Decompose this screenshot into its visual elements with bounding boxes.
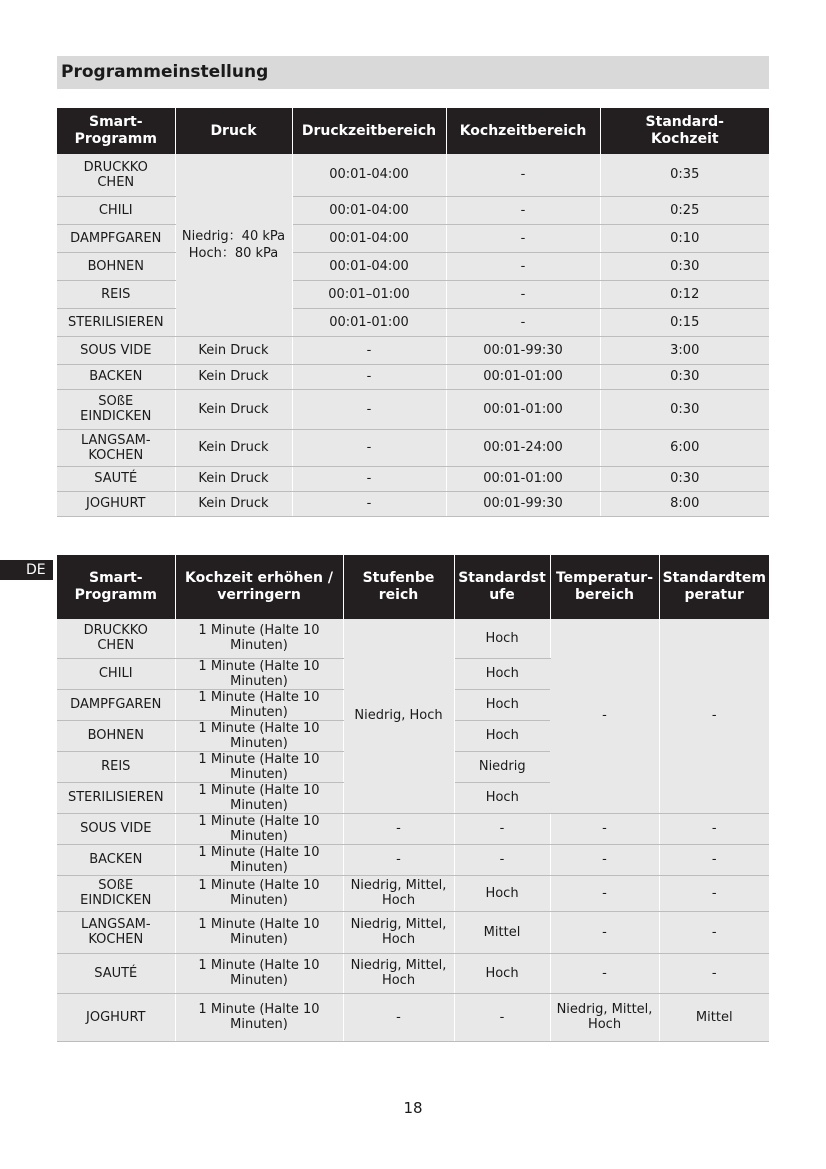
standard-kochzeit-cell: 0:30 — [600, 252, 769, 280]
standardstufe-cell: Hoch — [454, 782, 550, 813]
header-smart-programm: Smart- Programm — [57, 555, 175, 619]
druckzeitbereich-cell: - — [292, 336, 446, 364]
standardstufe-cell: Niedrig — [454, 751, 550, 782]
stufenbereich-shared: Niedrig, Hoch — [343, 619, 454, 813]
standard-kochzeit-cell: 0:30 — [600, 466, 769, 491]
program-name: BOHNEN — [57, 252, 175, 280]
header-kochzeitbereich: Kochzeitbereich — [446, 108, 600, 154]
standardstufe-cell: Hoch — [454, 689, 550, 720]
standard-kochzeit-cell: 0:10 — [600, 224, 769, 252]
table-row — [57, 813, 769, 844]
stufenbereich-cell: - — [343, 813, 454, 844]
standardstufe-cell: Hoch — [454, 658, 550, 689]
standardtemperatur-cell: - — [659, 953, 769, 993]
druckzeitbereich-cell: - — [292, 389, 446, 429]
table-row — [57, 280, 769, 308]
stufenbereich-cell: Niedrig, Mittel, Hoch — [343, 953, 454, 993]
standard-kochzeit-cell: 8:00 — [600, 491, 769, 516]
adjust-cell: 1 Minute (Halte 10 Minuten) — [175, 813, 343, 844]
druck-cell: Kein Druck — [175, 466, 292, 491]
table-row — [57, 875, 769, 911]
standardstufe-cell: Hoch — [454, 619, 550, 658]
temperaturbereich-cell: Niedrig, Mittel, Hoch — [550, 993, 659, 1041]
standardstufe-cell: Hoch — [454, 875, 550, 911]
table-row — [57, 308, 769, 336]
table-row — [57, 466, 769, 491]
program-settings-table-1 — [57, 108, 769, 517]
pressure-range-shared: Niedrig：40 kPa Hoch：80 kPa — [175, 154, 292, 336]
section-title: Programmeinstellung — [61, 62, 269, 82]
program-name: LANGSAM- KOCHEN — [57, 429, 175, 466]
druck-cell: Kein Druck — [175, 336, 292, 364]
standard-kochzeit-cell: 0:30 — [600, 364, 769, 389]
table-row — [57, 429, 769, 466]
standard-kochzeit-cell: 6:00 — [600, 429, 769, 466]
language-tab — [0, 560, 53, 580]
standardstufe-cell: Hoch — [454, 953, 550, 993]
standardtemperatur-shared: - — [659, 619, 769, 813]
kochzeitbereich-cell: 00:01-01:00 — [446, 389, 600, 429]
adjust-cell: 1 Minute (Halte 10 Minuten) — [175, 689, 343, 720]
program-name: BACKEN — [57, 364, 175, 389]
adjust-cell: 1 Minute (Halte 10 Minuten) — [175, 619, 343, 658]
adjust-cell: 1 Minute (Halte 10 Minuten) — [175, 782, 343, 813]
table-row — [57, 224, 769, 252]
header-kochzeit-anpassen: Kochzeit erhöhen / verringern — [175, 555, 343, 619]
table-row — [57, 336, 769, 364]
program-name: CHILI — [57, 658, 175, 689]
program-name: SOUS VIDE — [57, 813, 175, 844]
standard-kochzeit-cell: 0:12 — [600, 280, 769, 308]
druck-cell: Kein Druck — [175, 429, 292, 466]
standard-kochzeit-cell: 0:25 — [600, 196, 769, 224]
program-name: DRUCKKO CHEN — [57, 154, 175, 196]
program-name: SAUTÉ — [57, 953, 175, 993]
kochzeitbereich-cell: 00:01-01:00 — [446, 364, 600, 389]
program-name: LANGSAM- KOCHEN — [57, 911, 175, 953]
program-name: REIS — [57, 751, 175, 782]
standardstufe-cell: Mittel — [454, 911, 550, 953]
standardstufe-cell: - — [454, 844, 550, 875]
standardtemperatur-cell: - — [659, 911, 769, 953]
standardtemperatur-cell: - — [659, 813, 769, 844]
standardstufe-cell: - — [454, 993, 550, 1041]
kochzeitbereich-cell: 00:01-01:00 — [446, 466, 600, 491]
temperaturbereich-cell: - — [550, 844, 659, 875]
druckzeitbereich-cell: 00:01-04:00 — [292, 154, 446, 196]
kochzeitbereich-cell: - — [446, 224, 600, 252]
header-standardtemperatur: Standardtem peratur — [659, 555, 769, 619]
header-temperaturbereich: Temperatur- bereich — [550, 555, 659, 619]
standard-kochzeit-cell: 0:35 — [600, 154, 769, 196]
temperaturbereich-cell: - — [550, 953, 659, 993]
program-name: STERILISIEREN — [57, 308, 175, 336]
druckzeitbereich-cell: 00:01–01:00 — [292, 280, 446, 308]
kochzeitbereich-cell: - — [446, 280, 600, 308]
druckzeitbereich-cell: 00:01-01:00 — [292, 308, 446, 336]
standardtemperatur-cell: - — [659, 875, 769, 911]
table-row — [57, 491, 769, 516]
header-smart-programm: Smart- Programm — [57, 108, 175, 154]
kochzeitbereich-cell: - — [446, 154, 600, 196]
table-row — [57, 953, 769, 993]
adjust-cell: 1 Minute (Halte 10 Minuten) — [175, 658, 343, 689]
druck-cell: Kein Druck — [175, 389, 292, 429]
program-name: DRUCKKO CHEN — [57, 619, 175, 658]
temperaturbereich-cell: - — [550, 911, 659, 953]
table-row — [57, 911, 769, 953]
stufenbereich-cell: - — [343, 844, 454, 875]
program-name: BOHNEN — [57, 720, 175, 751]
adjust-cell: 1 Minute (Halte 10 Minuten) — [175, 875, 343, 911]
druckzeitbereich-cell: - — [292, 491, 446, 516]
header-druckzeitbereich: Druckzeitbereich — [292, 108, 446, 154]
table-row — [57, 619, 769, 658]
program-name: DAMPFGAREN — [57, 224, 175, 252]
druckzeitbereich-cell: - — [292, 429, 446, 466]
table-row — [57, 993, 769, 1041]
temperaturbereich-shared: - — [550, 619, 659, 813]
header-standardstufe: Standardst ufe — [454, 555, 550, 619]
druckzeitbereich-cell: 00:01-04:00 — [292, 252, 446, 280]
section-title-bar — [57, 56, 769, 89]
program-name: CHILI — [57, 196, 175, 224]
kochzeitbereich-cell: 00:01-99:30 — [446, 491, 600, 516]
page-number: 18 — [403, 1099, 423, 1117]
standard-kochzeit-cell: 3:00 — [600, 336, 769, 364]
program-name: SOUS VIDE — [57, 336, 175, 364]
druck-cell: Kein Druck — [175, 364, 292, 389]
program-name: SAUTÉ — [57, 466, 175, 491]
kochzeitbereich-cell: 00:01-24:00 — [446, 429, 600, 466]
druckzeitbereich-cell: - — [292, 466, 446, 491]
druckzeitbereich-cell: - — [292, 364, 446, 389]
standard-kochzeit-cell: 0:30 — [600, 389, 769, 429]
adjust-cell: 1 Minute (Halte 10 Minuten) — [175, 953, 343, 993]
adjust-cell: 1 Minute (Halte 10 Minuten) — [175, 751, 343, 782]
table-row — [57, 196, 769, 224]
adjust-cell: 1 Minute (Halte 10 Minuten) — [175, 844, 343, 875]
program-name: DAMPFGAREN — [57, 689, 175, 720]
program-name: SOßE EINDICKEN — [57, 875, 175, 911]
kochzeitbereich-cell: 00:01-99:30 — [446, 336, 600, 364]
program-name: JOGHURT — [57, 491, 175, 516]
stufenbereich-cell: Niedrig, Mittel, Hoch — [343, 875, 454, 911]
table-row — [57, 154, 769, 196]
header-stufenbereich: Stufenbe reich — [343, 555, 454, 619]
adjust-cell: 1 Minute (Halte 10 Minuten) — [175, 911, 343, 953]
table-header-row — [57, 555, 769, 619]
header-standard-kochzeit: Standard- Kochzeit — [600, 108, 769, 154]
standardtemperatur-cell: Mittel — [659, 993, 769, 1041]
program-name: JOGHURT — [57, 993, 175, 1041]
table-row — [57, 364, 769, 389]
standardstufe-cell: - — [454, 813, 550, 844]
temperaturbereich-cell: - — [550, 875, 659, 911]
program-settings-table-2 — [57, 555, 769, 1042]
table-header-row — [57, 108, 769, 154]
table-row — [57, 389, 769, 429]
standardstufe-cell: Hoch — [454, 720, 550, 751]
table-row — [57, 252, 769, 280]
druck-cell: Kein Druck — [175, 491, 292, 516]
kochzeitbereich-cell: - — [446, 252, 600, 280]
standard-kochzeit-cell: 0:15 — [600, 308, 769, 336]
program-name: REIS — [57, 280, 175, 308]
stufenbereich-cell: - — [343, 993, 454, 1041]
standardtemperatur-cell: - — [659, 844, 769, 875]
temperaturbereich-cell: - — [550, 813, 659, 844]
table-row — [57, 844, 769, 875]
program-name: SOßE EINDICKEN — [57, 389, 175, 429]
program-name: BACKEN — [57, 844, 175, 875]
kochzeitbereich-cell: - — [446, 196, 600, 224]
adjust-cell: 1 Minute (Halte 10 Minuten) — [175, 720, 343, 751]
adjust-cell: 1 Minute (Halte 10 Minuten) — [175, 993, 343, 1041]
header-druck: Druck — [175, 108, 292, 154]
druckzeitbereich-cell: 00:01-04:00 — [292, 196, 446, 224]
kochzeitbereich-cell: - — [446, 308, 600, 336]
language-tab-label: DE — [26, 562, 46, 578]
program-name: STERILISIEREN — [57, 782, 175, 813]
stufenbereich-cell: Niedrig, Mittel, Hoch — [343, 911, 454, 953]
druckzeitbereich-cell: 00:01-04:00 — [292, 224, 446, 252]
